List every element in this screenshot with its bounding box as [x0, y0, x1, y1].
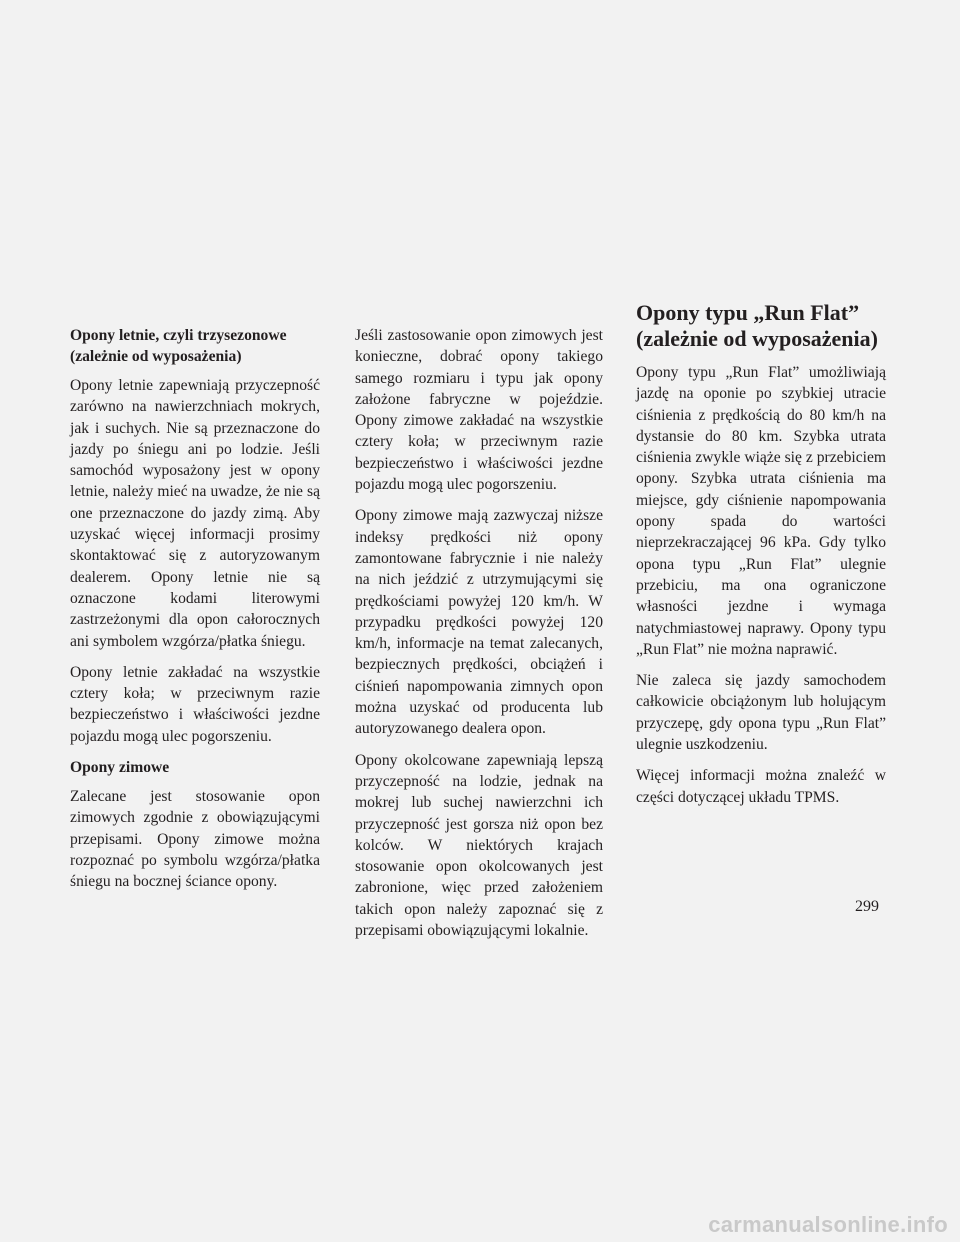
middle-column [355, 325, 603, 951]
run-flat-paragraph-2: Nie zaleca się jazdy samochodem całkowicie obciążonym lub holującym przyczepę, gdy opona typu „Run Flat” ulegnie uszkodzeniu. [636, 672, 886, 754]
summer-tires-subheading-line1: Opony letnie, czyli trzysezonowe [70, 327, 287, 344]
studded-tires-paragraph: Opony okolcowane zapewniają lepszą przyczepność na lodzie, jednak na mokrej lub suchej nawierzchni ich przyczepność jest gorsza niż opon bez kolców. W niektórych krajach stosowanie opon okolcowanych jest zabronione, więc przed założeniem takich opon należy zapoznać się z przepisami obowiązującymi lokalnie. [355, 751, 603, 940]
run-flat-paragraph-1: Opony typu „Run Flat” umożliwiają jazdę na oponie po szybkiej utracie ciśnienia z prędkością do 80 km/h na dystansie do 80 km. Szybka utrata ciśnienia zwykle wiąże się z przebiciem opony. Szybka utrata ciśnienia ma miejsce, gdy ciśnienie napompowania opony spada do wartości nieprzekraczającej 96 kPa. Gdy tylko opona typu „Run Flat” ulegnie przebiciu, ma ona ograniczone własności jezdne i wymaga natychmiastowej naprawy. Opony typu „Run Flat” nie można naprawić. [636, 364, 886, 658]
summer-tires-subheading [70, 325, 320, 367]
winter-tires-paragraph-2: Jeśli zastosowanie opon zimowych jest konieczne, dobrać opony takiego samego rozmiaru i typu jak opony założone fabryczne w pojeździe. Opony zimowe zakładać na wszystkie cztery koła; w przeciwnym razie bezpieczeństwo i właściwości jezdne pojazdu mogą ulec pogorszeniu. [355, 327, 603, 494]
run-flat-heading [636, 300, 886, 352]
winter-tires-subheading: Opony zimowe [70, 759, 170, 777]
run-flat-paragraph-3: Więcej informacji można znaleźć w części dotyczącej układu TPMS. [636, 767, 886, 806]
summer-tires-paragraph-2: Opony letnie zakładać na wszystkie cztery koła; w przeciwnym razie bezpieczeństwo i właściwości jezdne pojazdu mogą ulec pogorszeniu. [70, 663, 320, 745]
page-number: 299 [855, 898, 879, 915]
winter-tires-paragraph-1: Zalecane jest stosowanie opon zimowych zgodnie z obowiązującymi przepisami. Opony zimowe można rozpoznać po symbolu wzgórza/płatka śniegu na bocznej ściance opony. [70, 788, 320, 891]
left-column [70, 325, 320, 903]
watermark-logo: carmanualsonline.info [708, 1212, 948, 1237]
run-flat-heading-line1: Opony typu „Run Flat” [636, 300, 860, 325]
summer-tires-paragraph-1: Opony letnie zapewniają przyczepność zarówno na nawierzchniach mokrych, jak i suchych. Nie są przeznaczone do jazdy po śniegu ani po lodzie. Jeśli samochód wyposażony jest w opony letnie, należy mieć na uwadze, że nie są one przeznaczone do jazdy zimą. Aby uzyskać więcej informacji prosimy skontaktować się z autoryzowanym dealerem. Opony letnie nie są oznaczone kodami literowymi zastrzeżonymi dla opon całorocznych ani symbolem wzgórza/płatka śniegu. [70, 377, 320, 650]
right-column [636, 300, 886, 818]
winter-tires-paragraph-3: Opony zimowe mają zazwyczaj niższe indeksy prędkości niż opony zamontowane fabrycznie i nie należy na nich jeździć z utrzymującymi się prędkościami powyżej 120 km/h. W przypadku prędkości powyżej 120 km/h, informacje na temat zalecanych, bezpiecznych prędkości, obciążeń i ciśnień napompowania zimnych opon można uzyskać od producenta lub autoryzowanego dealera opon. [355, 507, 603, 738]
summer-tires-subheading-line2: (zależnie od wyposażenia) [70, 348, 242, 365]
run-flat-heading-line2: (zależnie od wyposażenia) [636, 326, 878, 351]
